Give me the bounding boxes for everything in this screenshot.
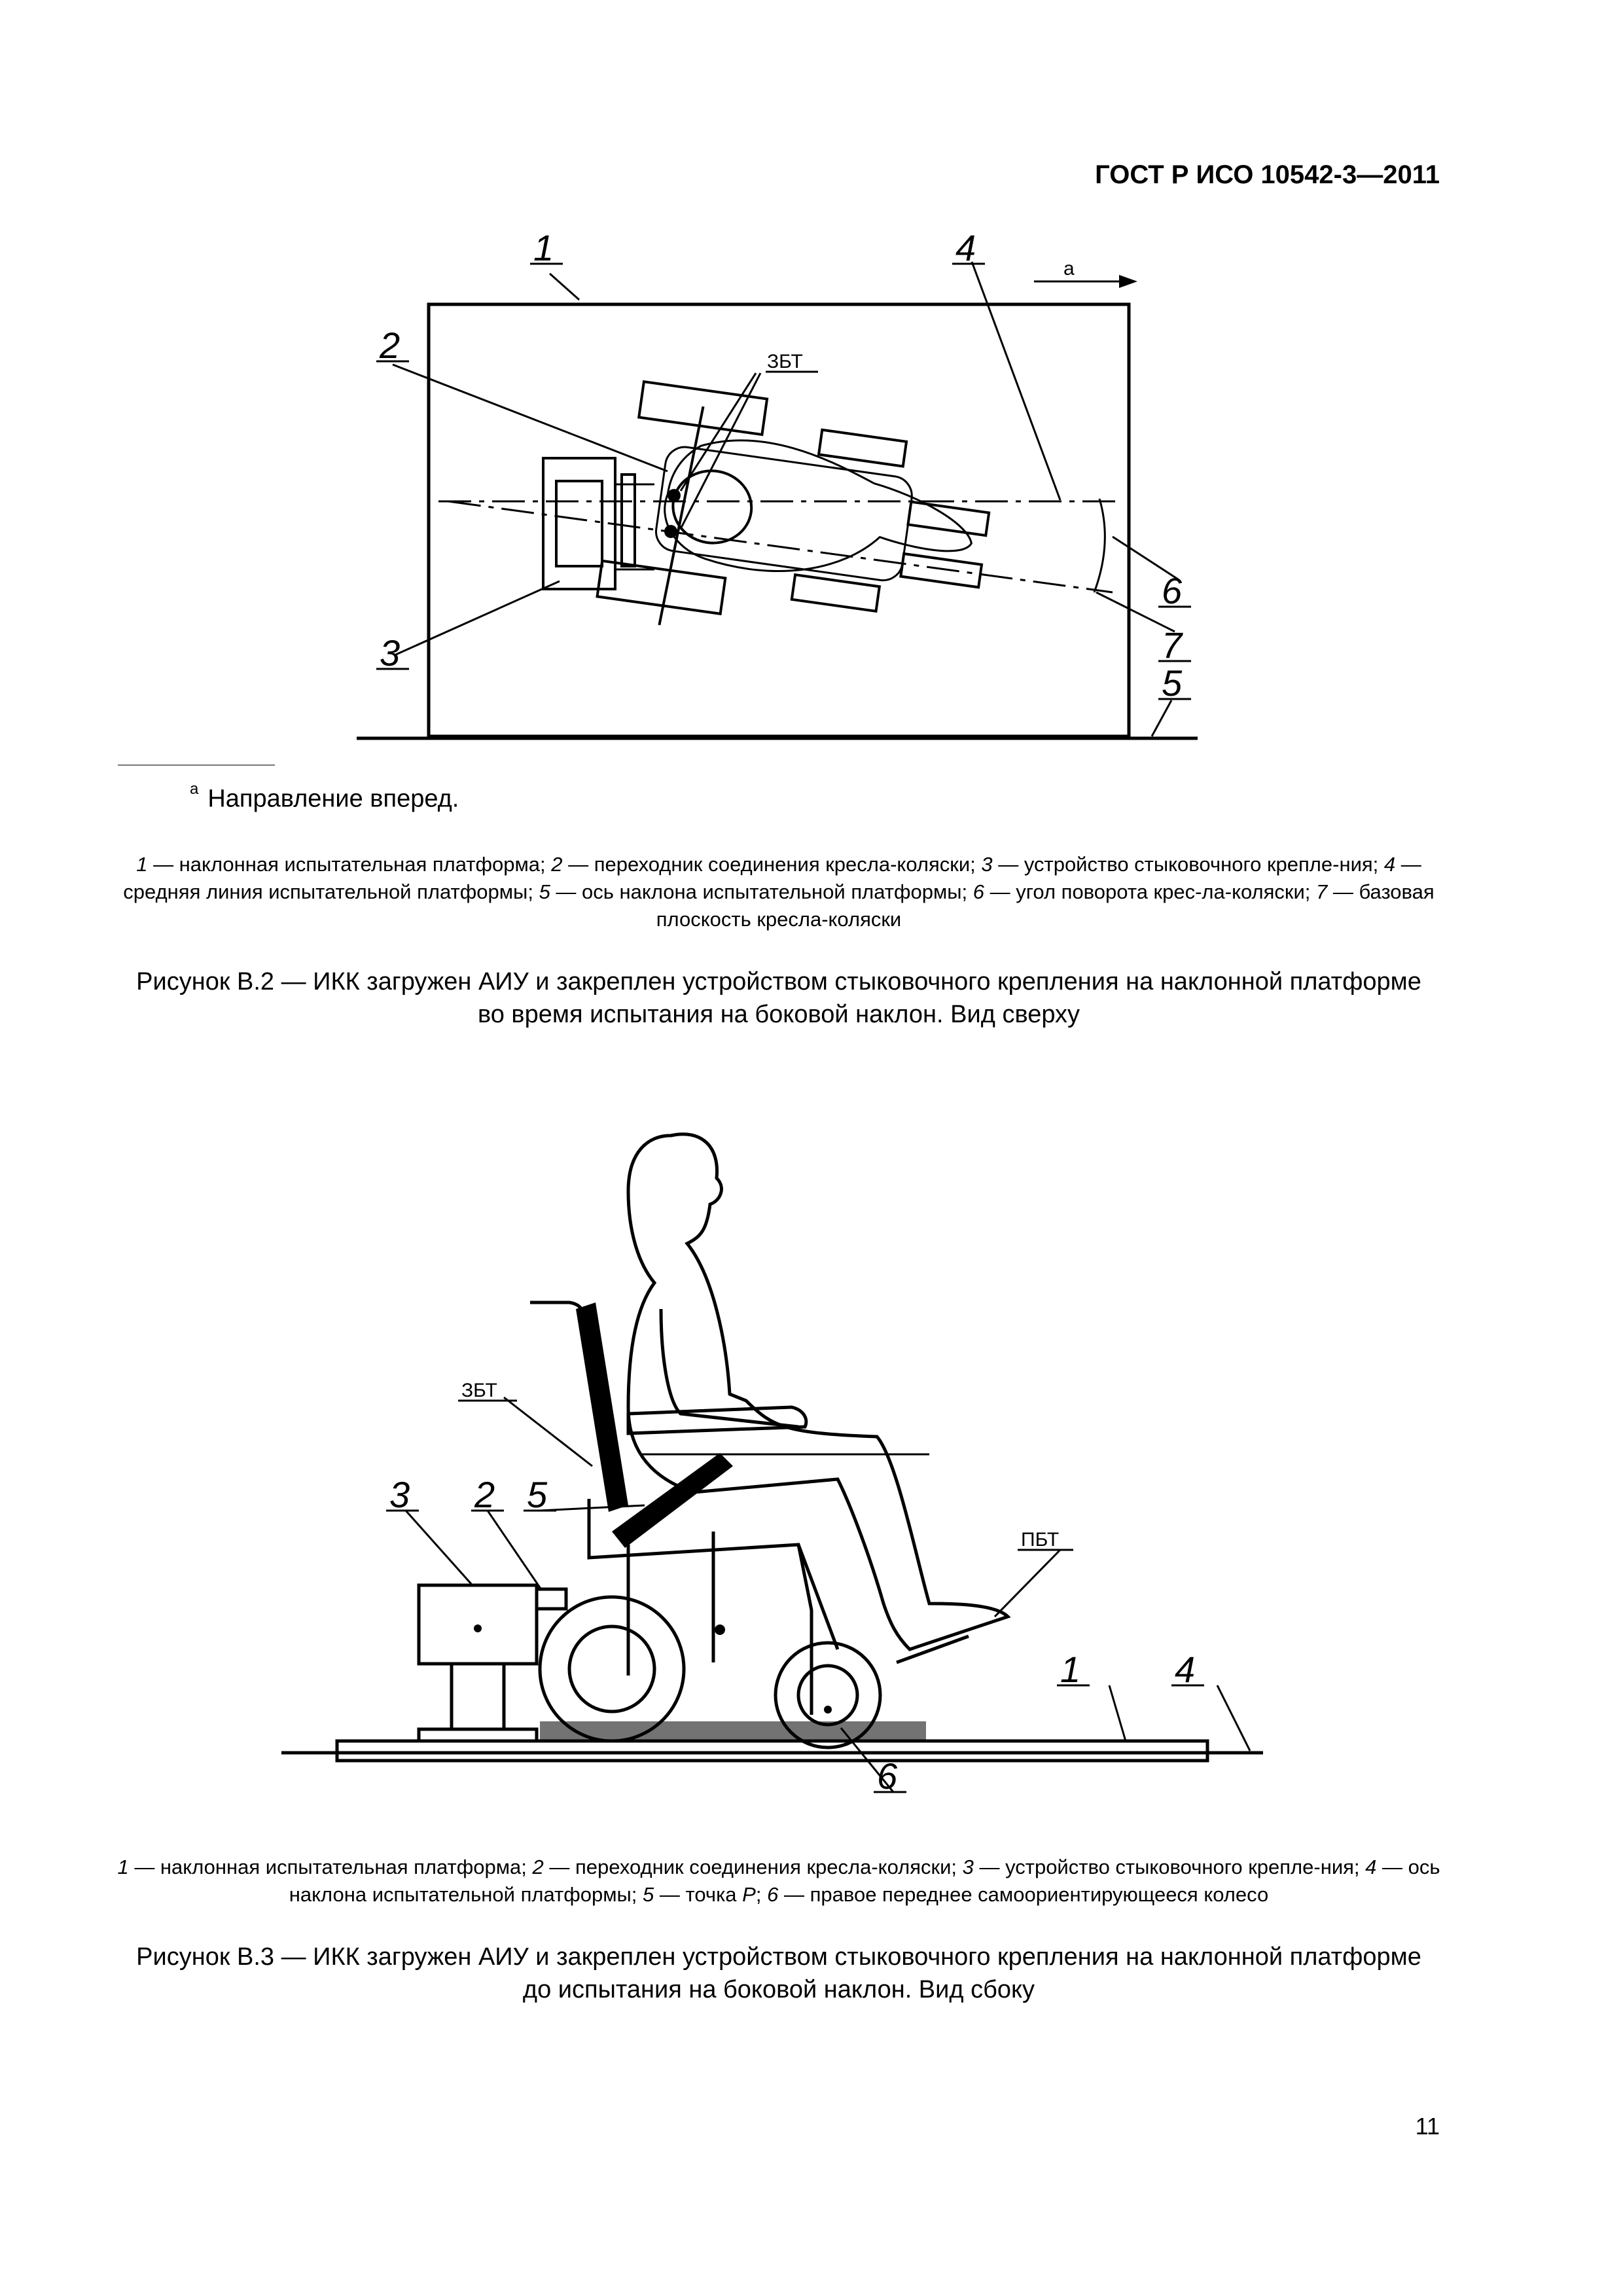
figure-b3-diagram	[0, 1100, 1623, 1820]
side-label-4: 4	[1175, 1649, 1196, 1690]
label-3: 3	[380, 632, 401, 673]
footnote-rule	[118, 764, 275, 766]
label-7: 7	[1162, 624, 1183, 666]
figure-b3-legend: 1 — наклонная испытательная платформа; 2 — переходник соединения кресла-коляски; 3 — устройство стыковочного крепле-ния; 4 — ось наклона испытательной платформы; 5 — точка P; 6 — правое переднее самоориентирующееся колесо	[117, 1856, 1440, 1906]
label-6: 6	[1162, 570, 1183, 611]
label-direction-a: а	[1063, 258, 1075, 279]
footnote-text: Направление вперед.	[207, 785, 459, 813]
page-number: 11	[1415, 2113, 1440, 2140]
figure-b3-caption: Рисунок В.3 — ИКК загружен АИУ и закреплен устройством стыковочного крепления на наклонной платформе до испытания на боковой наклон. Вид сбоку	[136, 1943, 1421, 2003]
footnote	[190, 780, 459, 814]
figure-b2-diagram	[0, 0, 1623, 772]
side-label-3: 3	[389, 1474, 410, 1515]
document-header: ГОСТ Р ИСО 10542-3—2011	[1095, 160, 1440, 189]
label-5: 5	[1162, 662, 1183, 704]
side-label-pbt: ПБТ	[1021, 1529, 1060, 1551]
figure-b2-legend: 1 — наклонная испытательная платформа; 2 — переходник соединения кресла-коляски; 3 — устройство стыковочного крепле-ния; 4 — средняя линия испытательной платформы; 5 — ось наклона испытательной платформы; 6 — угол поворота крес-ла-коляски; 7 — базовая плоскость кресла-коляски	[123, 853, 1435, 931]
footnote-marker: а	[190, 780, 199, 798]
label-4: 4	[955, 227, 976, 268]
side-label-6: 6	[877, 1755, 898, 1797]
figure-b2-caption: Рисунок В.2 — ИКК загружен АИУ и закреплен устройством стыковочного крепления на наклонной платформе во время испытания на боковой наклон. Вид сверху	[136, 968, 1421, 1028]
label-2: 2	[380, 325, 401, 366]
side-label-1: 1	[1060, 1649, 1081, 1690]
label-zbt: ЗБТ	[767, 351, 803, 372]
side-label-5: 5	[527, 1474, 548, 1515]
label-1: 1	[533, 227, 554, 268]
side-label-2: 2	[474, 1474, 495, 1515]
side-label-zbt: ЗБТ	[461, 1380, 497, 1401]
